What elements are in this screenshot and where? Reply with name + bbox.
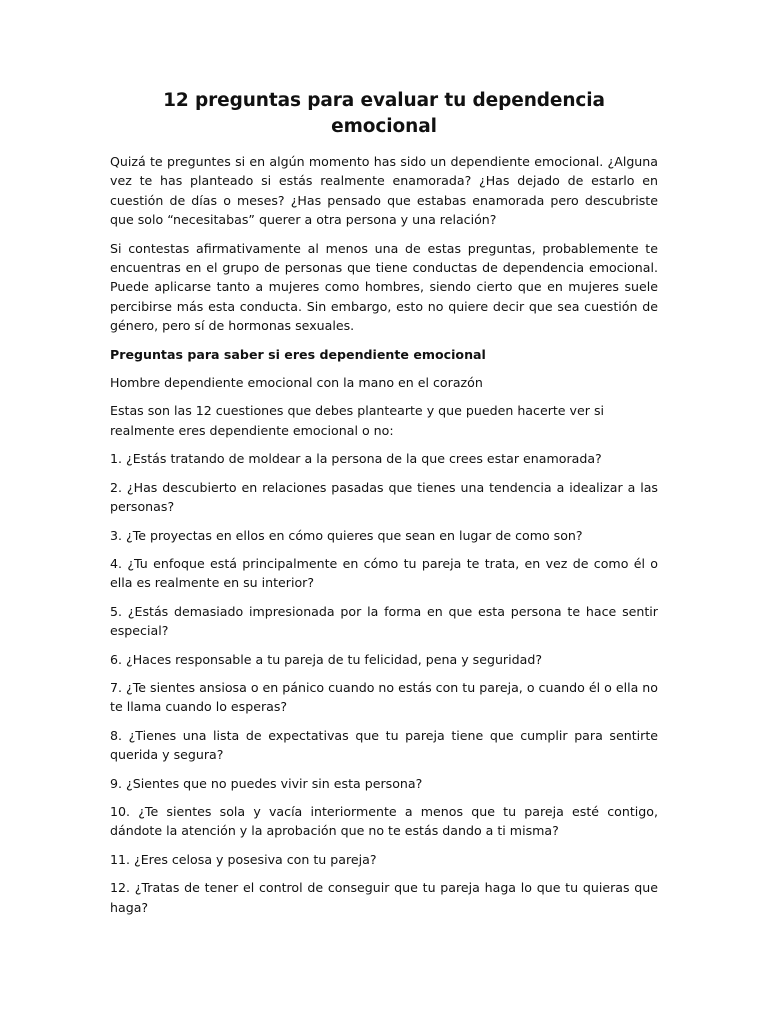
- question-item: 4. ¿Tu enfoque está principalmente en cómo tu pareja te trata, en vez de como él o ella es realmente en su interior?: [110, 555, 658, 591]
- question-item: 2. ¿Has descubierto en relaciones pasadas que tienes una tendencia a idealizar a las personas?: [110, 479, 658, 515]
- question-item: 8. ¿Tienes una lista de expectativas que tu pareja tiene que cumplir para sentirte querida y segura?: [110, 727, 658, 763]
- question-item: 10. ¿Te sientes sola y vacía interiormente a menos que tu pareja esté contigo, dándote la atención y la aprobación que no te estás dando a ti misma?: [110, 803, 658, 839]
- section-heading: Preguntas para saber si eres dependiente emocional: [110, 346, 486, 362]
- question-item: 3. ¿Te proyectas en ellos en cómo quieres que sean en lugar de como son?: [110, 527, 583, 543]
- question-item: 6. ¿Haces responsable a tu pareja de tu felicidad, pena y seguridad?: [110, 651, 542, 667]
- question-item: 11. ¿Eres celosa y posesiva con tu pareja?: [110, 851, 377, 867]
- image-caption: Hombre dependiente emocional con la mano en el corazón: [110, 375, 483, 391]
- question-item: 9. ¿Sientes que no puedes vivir sin esta persona?: [110, 775, 423, 791]
- intro-paragraph: Quizá te preguntes si en algún momento has sido un dependiente emocional. ¿Alguna vez te has planteado si estás realmente enamorada? ¿Has dejado de estarlo en cuestión de días o meses? ¿Has pensado que estabas enamorada pero descubriste que solo “necesitabas” querer a otra persona y una relación?: [110, 154, 658, 228]
- question-item: 12. ¿Tratas de tener el control de conseguir que tu pareja haga lo que tu quieras que haga?: [110, 880, 658, 915]
- page-title: 12 preguntas para evaluar tu dependencia emocional: [163, 90, 605, 137]
- question-item: 7. ¿Te sientes ansiosa o en pánico cuando no estás con tu pareja, o cuando él o ella no te llama cuando lo esperas?: [110, 679, 658, 715]
- intro-paragraph: Si contestas afirmativamente al menos una de estas preguntas, probablemente te encuentras en el grupo de personas que tiene conductas de dependencia emocional. Puede aplicarse tanto a mujeres como hombres, siendo cierto que en mujeres suele percibirse más esta conducta. Sin embargo, esto no quiere decir que sea cuestión de género, pero sí de hormonas sexuales.: [110, 240, 658, 334]
- question-item: 5. ¿Estás demasiado impresionada por la forma en que esta persona te hace sentir especial?: [110, 603, 658, 639]
- question-list: [110, 449, 658, 917]
- list-intro: Estas son las 12 cuestiones que debes plantearte y que pueden hacerte ver si realmente eres dependiente emocional o no:: [110, 403, 605, 438]
- question-item: 1. ¿Estás tratando de moldear a la persona de la que crees estar enamorada?: [110, 451, 602, 467]
